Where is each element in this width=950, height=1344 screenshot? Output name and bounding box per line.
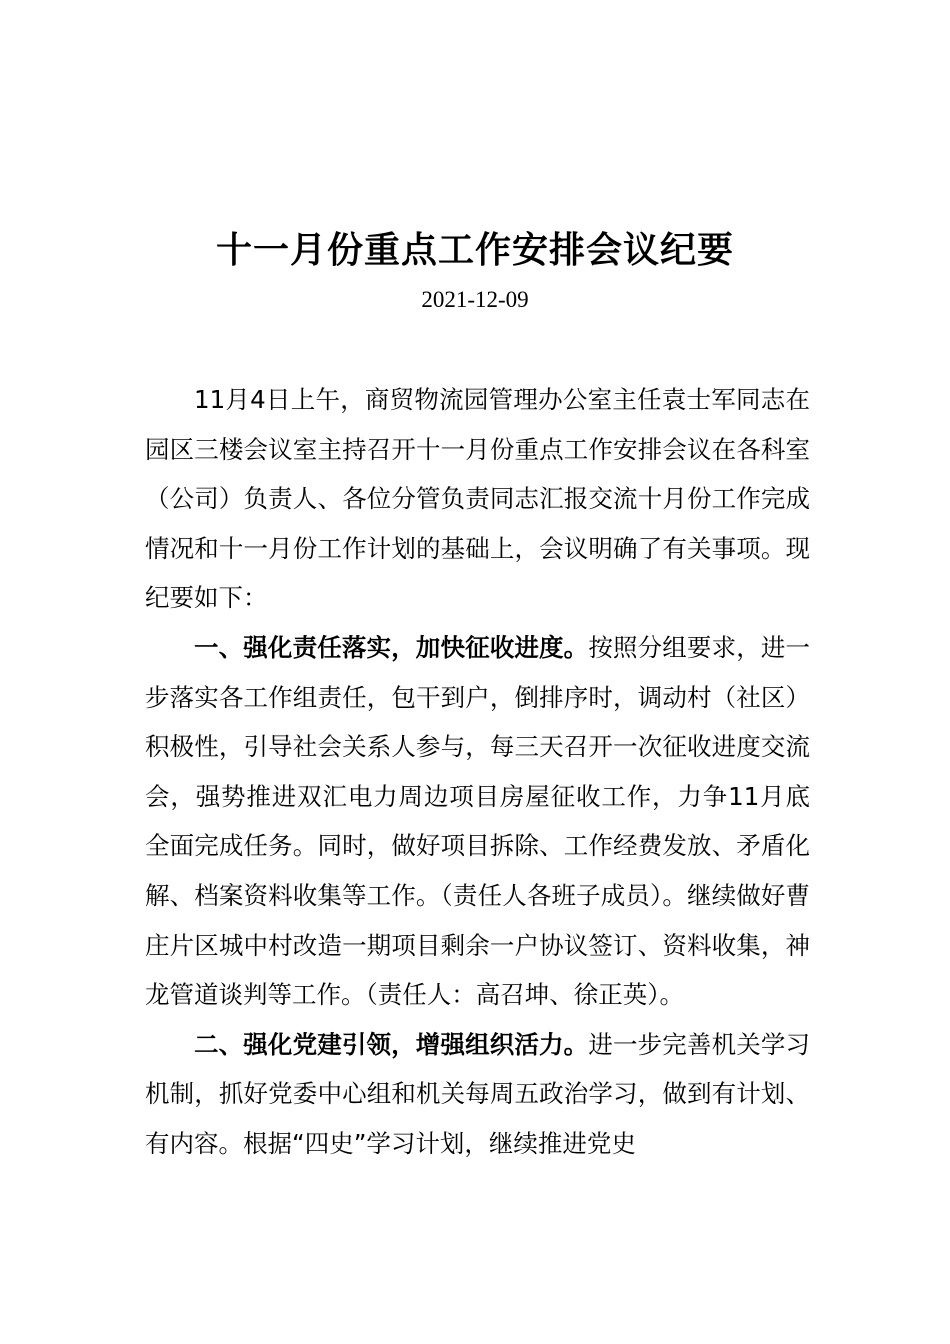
intro-paragraph: 11月4日上午，商贸物流园管理办公室主任袁士军同志在园区三楼会议室主持召开十一月份重点工作安排会议在各科室（公司）负责人、各位分管负责同志汇报交流十月份工作完成情况和十一月份工作计划的基础上，会议明确了有关事项。现纪要如下： [145, 385, 810, 613]
section-heading-2: 二、强化党建引领，增强组织活力。 [194, 1029, 589, 1059]
document-body [145, 375, 810, 1169]
document-date: 2021-12-09 [421, 287, 529, 312]
document-title: 十一月份重点工作安排会议纪要 [215, 230, 734, 271]
section-paragraph-1 [145, 623, 810, 1020]
section-text-2: 进一步完善机关学习机制，抓好党委中心组和机关每周五政治学习，做到有计划、有内容。根据“四史”学习计划，继续推进党史 [145, 1029, 811, 1158]
section-heading-1: 一、强化责任落实，加快征收进度。 [194, 632, 589, 662]
section-text-1: 按照分组要求，进一步落实各工作组责任，包干到户，倒排序时，调动村（社区）积极性，引导社会关系人参与，每三天召开一次征收进度交流会，强势推进双汇电力周边项目房屋征收工作，力争11月底全面完成任务。同时，做好项目拆除、工作经费发放、矛盾化解、档案资料收集等工作。（责任人各班子成员）。继续做好曹庄片区城中村改造一期项目剩余一户协议签订、资料收集，神龙管道谈判等工作。（责任人：高召坤、徐正英）。 [145, 632, 811, 1010]
section-paragraph-2 [145, 1020, 810, 1169]
